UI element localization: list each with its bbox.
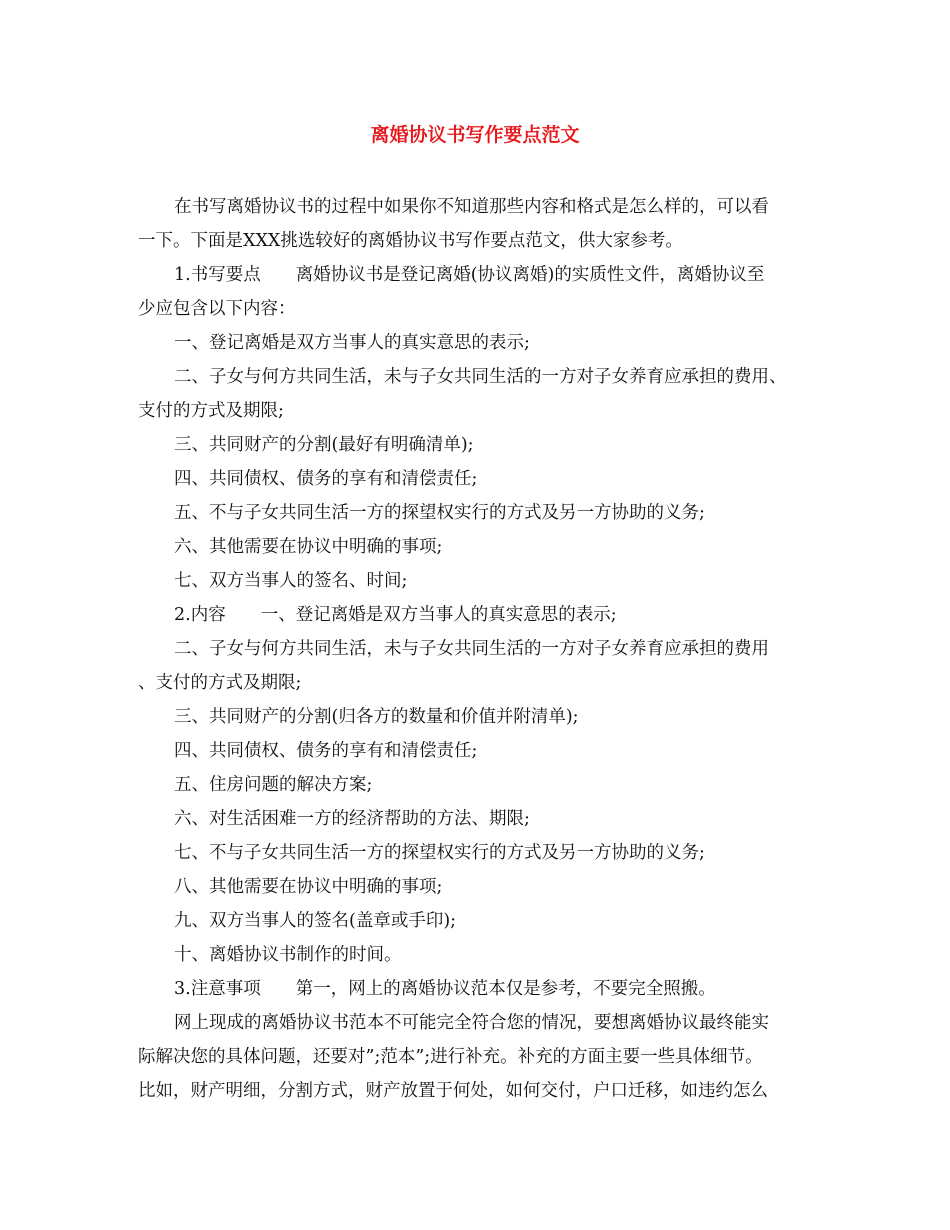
document-body	[138, 190, 814, 1108]
paragraph-line: 四、共同债权、债务的享有和清偿责任;	[174, 469, 478, 489]
paragraph-line: 支付的方式及期限;	[138, 401, 284, 421]
paragraph-line: 网上现成的离婚协议书范本不可能完全符合您的情况，要想离婚协议最终能实	[174, 1013, 769, 1033]
paragraph-line: 少应包含以下内容：	[138, 299, 296, 319]
paragraph-line: 1.书写要点 离婚协议书是登记离婚(协议离婚)的实质性文件，离婚协议至	[174, 265, 765, 285]
paragraph-line: 2.内容 一、登记离婚是双方当事人的真实意思的表示;	[174, 605, 617, 625]
paragraph-line: 在书写离婚协议书的过程中如果你不知道那些内容和格式是怎么样的，可以看	[174, 197, 769, 217]
paragraph-line: 四、共同债权、债务的享有和清偿责任;	[174, 741, 478, 761]
paragraph-line: 六、其他需要在协议中明确的事项;	[174, 537, 443, 557]
paragraph-line: 、支付的方式及期限;	[138, 673, 302, 693]
paragraph-line: 3.注意事项 第一，网上的离婚协议范本仅是参考，不要完全照搬。	[174, 979, 716, 999]
paragraph-line: 七、不与子女共同生活一方的探望权实行的方式及另一方协助的义务;	[174, 843, 705, 863]
paragraph-line: 比如，财产明细，分割方式，财产放置于何处，如何交付，户口迁移，如违约怎么	[138, 1081, 768, 1101]
paragraph-line: 三、共同财产的分割(最好有明确清单);	[174, 435, 474, 455]
paragraph-line: 五、住房问题的解决方案;	[174, 775, 373, 795]
paragraph-line: 际解决您的具体问题，还要对”;范本”;进行补充。补充的方面主要一些具体细节。	[138, 1047, 763, 1067]
paragraph-line: 九、双方当事人的签名(盖章或手印);	[174, 911, 457, 931]
paragraph-line: 二、子女与何方共同生活，未与子女共同生活的一方对子女养育应承担的费用、	[174, 367, 787, 387]
paragraph-line: 七、双方当事人的签名、时间;	[174, 571, 408, 591]
paragraph-line: 十、离婚协议书制作的时间。	[174, 945, 402, 965]
paragraph-line: 五、不与子女共同生活一方的探望权实行的方式及另一方协助的义务;	[174, 503, 705, 523]
paragraph-line: 一下。下面是XXX挑选较好的离婚协议书写作要点范文，供大家参考。	[138, 231, 683, 251]
paragraph-line: 八、其他需要在协议中明确的事项;	[174, 877, 443, 897]
paragraph-line: 六、对生活困难一方的经济帮助的方法、期限;	[174, 809, 530, 829]
paragraph-line: 一、登记离婚是双方当事人的真实意思的表示;	[174, 333, 530, 353]
document-title: 离婚协议书写作要点范文	[370, 124, 580, 146]
paragraph-line: 二、子女与何方共同生活，未与子女共同生活的一方对子女养育应承担的费用	[174, 639, 769, 659]
paragraph-line: 三、共同财产的分割(归各方的数量和价值并附清单);	[174, 707, 579, 727]
